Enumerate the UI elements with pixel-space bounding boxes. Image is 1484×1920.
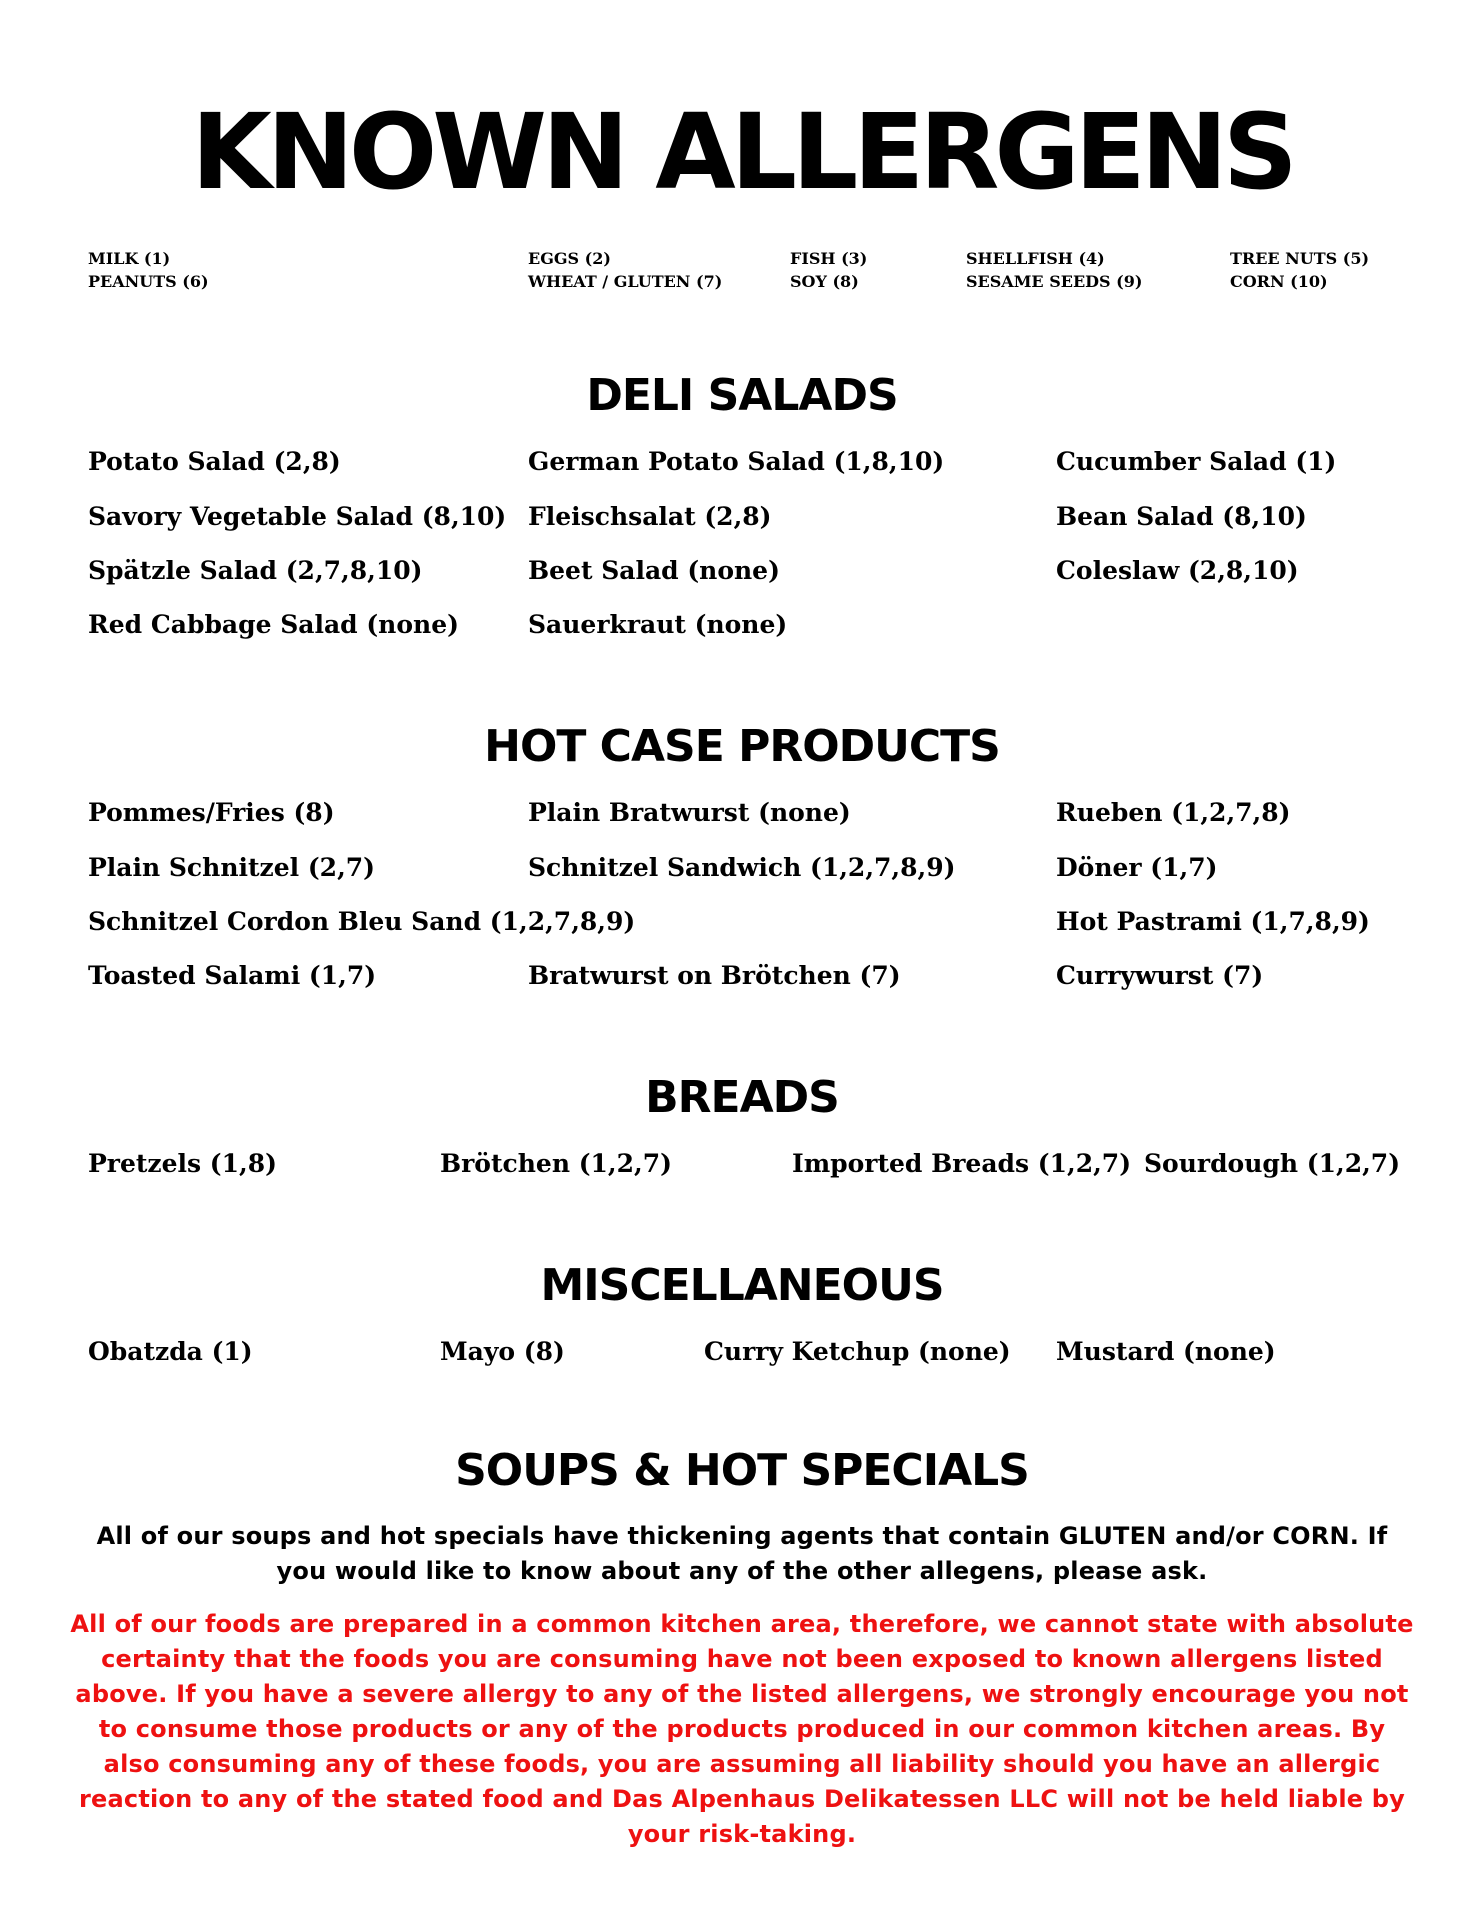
menu-item: Fleischsalat (2,8) [528, 502, 772, 531]
menu-item: Sauerkraut (none) [528, 610, 788, 639]
menu-item: Mayo (8) [440, 1337, 565, 1366]
menu-item: Currywurst (7) [1056, 961, 1264, 990]
liability-warning: All of our foods are prepared in a common kitchen area, therefore, we cannot state with absolute certainty that the foods you are consuming have not been exposed to known allergens listed above. If you have a severe allergy to any of the listed allergens, we strongly encourage you not to consume those products or any of the products produced in our common kitchen areas. By also consuming any of these foods, you are assuming all liability should you have an allergic reaction to any of the stated food and Das Alpenhaus Delikatessen LLC will not be held liable by your risk-taking. [70, 1610, 1414, 1848]
menu-item: Bean Salad (8,10) [1056, 502, 1307, 531]
menu-item: Brötchen (1,2,7) [440, 1149, 672, 1178]
legend-item: SESAME SEEDS (9) [966, 272, 1143, 291]
section-heading-hot-case: HOT CASE PRODUCTS [484, 721, 1000, 772]
menu-item: Potato Salad (2,8) [88, 447, 341, 476]
soups-note: All of our soups and hot specials have thickening agents that contain GLUTEN and/or CORN. If you would like to know about any of the other allegens, please ask. [96, 1522, 1388, 1585]
menu-item: Beet Salad (none) [528, 556, 780, 585]
section-heading-deli-salads: DELI SALADS [586, 370, 898, 421]
legend-item: EGGS (2) [528, 249, 611, 268]
menu-item: Rueben (1,2,7,8) [1056, 798, 1291, 827]
menu-item: Schnitzel Cordon Bleu Sand (1,2,7,8,9) [88, 907, 636, 936]
section-heading-soups: SOUPS & HOT SPECIALS [455, 1445, 1029, 1496]
legend-item: MILK (1) [88, 249, 171, 268]
legend-item: PEANUTS (6) [88, 272, 209, 291]
menu-item: Plain Schnitzel (2,7) [88, 853, 375, 882]
menu-item: Plain Bratwurst (none) [528, 798, 851, 827]
menu-item: Pommes/Fries (8) [88, 798, 335, 827]
menu-item: Toasted Salami (1,7) [88, 961, 377, 990]
legend-item: CORN (10) [1230, 272, 1328, 291]
section-heading-breads: BREADS [645, 1072, 839, 1123]
menu-item: Sourdough (1,2,7) [1144, 1149, 1401, 1178]
legend-item: FISH (3) [790, 249, 868, 268]
page-title: KNOWN ALLERGENS [191, 91, 1293, 213]
legend-item: SHELLFISH (4) [966, 249, 1105, 268]
section-heading-miscellaneous: MISCELLANEOUS [540, 1260, 944, 1311]
menu-item: Obatzda (1) [88, 1337, 253, 1366]
menu-item: Bratwurst on Brötchen (7) [528, 961, 901, 990]
legend-item: TREE NUTS (5) [1230, 249, 1370, 268]
menu-item: Cucumber Salad (1) [1056, 447, 1337, 476]
menu-item: Schnitzel Sandwich (1,2,7,8,9) [528, 853, 956, 882]
legend-item: SOY (8) [790, 272, 859, 291]
allergen-legend [0, 248, 1484, 298]
menu-item: Pretzels (1,8) [88, 1149, 277, 1178]
menu-item: Spätzle Salad (2,7,8,10) [88, 556, 423, 585]
menu-item: Mustard (none) [1056, 1337, 1276, 1366]
menu-item: Imported Breads (1,2,7) [792, 1149, 1132, 1178]
menu-item: Red Cabbage Salad (none) [88, 610, 459, 639]
menu-item: Coleslaw (2,8,10) [1056, 556, 1299, 585]
menu-item: Curry Ketchup (none) [704, 1337, 1011, 1366]
menu-item: Hot Pastrami (1,7,8,9) [1056, 907, 1370, 936]
menu-item: German Potato Salad (1,8,10) [528, 447, 945, 476]
menu-item: Savory Vegetable Salad (8,10) [88, 502, 507, 531]
menu-item: Döner (1,7) [1056, 853, 1218, 882]
legend-item: WHEAT / GLUTEN (7) [528, 272, 723, 291]
